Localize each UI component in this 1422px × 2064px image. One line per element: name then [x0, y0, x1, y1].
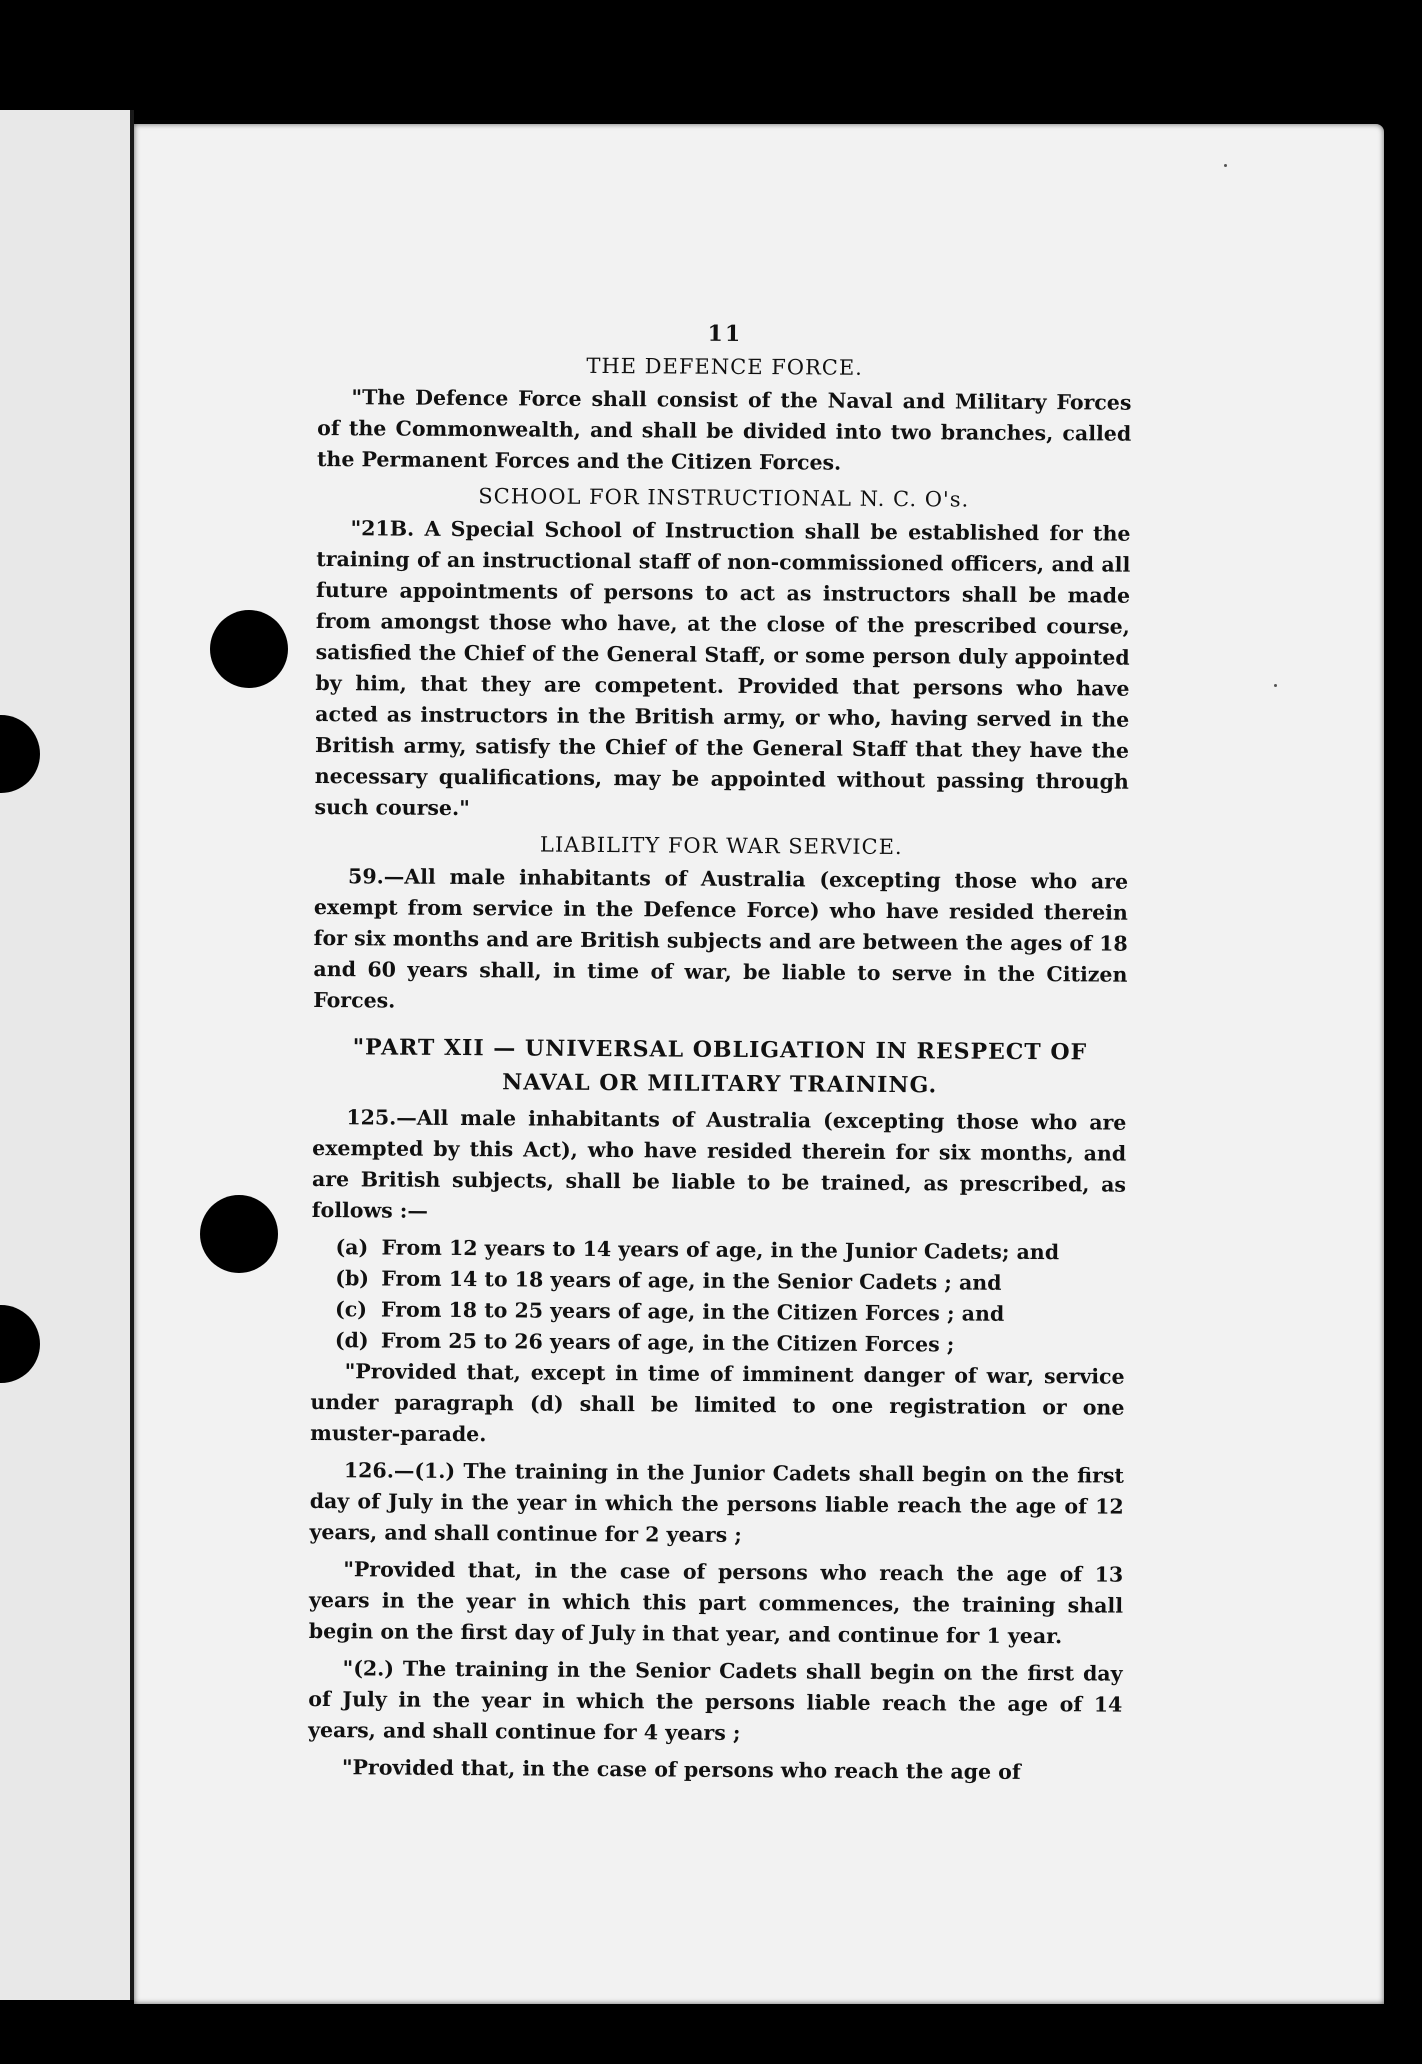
- page-content: [308, 318, 1132, 1795]
- paragraph-section-126-2: "(2.) The training in the Senior Cadets shall begin on the first day of July in the year in which the persons liable reach the age of 14 years, and shall continue for 4 years ;: [308, 1656, 1123, 1745]
- heading-part-xii: [313, 1030, 1127, 1104]
- heading-liability-war-service: LIABILITY FOR WAR SERVICE.: [539, 832, 903, 860]
- list-item-text: From 25 to 26 years of age, in the Citizen Forces ;: [380, 1328, 955, 1357]
- binder-hole: [200, 1195, 278, 1273]
- paragraph-section-59: 59.—All male inhabitants of Australia (excepting those who are exempt from service in the Defence Force) who have resided therein for six months and are British subjects and are between the ages of 18 and 60 years shall, in time of war, be liable to serve in the Citizen Forces.: [313, 864, 1129, 1013]
- paragraph-section-126-2-proviso: "Provided that, in the case of persons who reach the age of: [341, 1755, 1021, 1784]
- heading-school-instruction: SCHOOL FOR INSTRUCTIONAL N. C. O's.: [478, 484, 970, 512]
- list-item-text: From 12 years to 14 years of age, in the Junior Cadets; and: [381, 1235, 1060, 1265]
- list-item-text: From 14 to 18 years of age, in the Senior Cadets ; and: [381, 1266, 1002, 1295]
- page-number: 11: [707, 320, 743, 347]
- facing-page-edge: [0, 110, 134, 2000]
- paragraph-section-125: 125.—All male inhabitants of Australia (excepting those who are exempted by this Act), who have resided therein for six months, and are British subjects, shall be liable to be trained, as prescribed, as follows :—: [311, 1105, 1127, 1223]
- list-marker: (c): [334, 1297, 368, 1322]
- paper-speck: [1274, 684, 1277, 687]
- heading-part-xii-line2: NAVAL OR MILITARY TRAINING.: [502, 1069, 938, 1099]
- heading-defence-force: THE DEFENCE FORCE.: [586, 353, 863, 380]
- paragraph-section-125-proviso: "Provided that, except in time of imminent danger of war, service under paragraph (d) shall be limited to one registration or one muster-parade.: [310, 1359, 1125, 1447]
- binder-hole: [0, 1305, 40, 1383]
- paper-speck: [1224, 164, 1227, 167]
- list-marker: (b): [335, 1266, 370, 1291]
- list-item-text: From 18 to 25 years of age, in the Citizen Forces ; and: [380, 1297, 1005, 1326]
- paragraph-defence-force: "The Defence Force shall consist of the Naval and Military Forces of the Commonwealth, and shall be divided into two branches, called the Permanent Forces and the Citizen Forces.: [316, 385, 1132, 475]
- paragraph-section-126-1-proviso: "Provided that, in the case of persons who reach the age of 13 years in the year in which this part commences, the training shall begin on the first day of July in that year, and continue for 1 year.: [308, 1557, 1124, 1649]
- binder-hole: [210, 610, 288, 688]
- paragraph-section-126-1: 126.—(1.) The training in the Junior Cadets shall begin on the first day of July in the year in which the persons liable reach the age of 12 years, and shall continue for 2 years ;: [309, 1458, 1125, 1547]
- binder-hole: [0, 715, 40, 793]
- list-marker: (a): [335, 1235, 369, 1260]
- paragraph-section-21b: "21B. A Special School of Instruction shall be established for the training of an instructional staff of non-commissioned officers, and all future appointments of persons to act as instructors shall be made from amongst those who have, at the close of the prescribed course, satisfied the Chief of the General Staff, or some person duly appointed by him, that they are competent. Provided that persons who have acted as instructors in the British army, or who, having served in the British army, satisfy the Chief of the General Staff that they have the necessary qualifications, may be appointed without passing through such course.": [314, 516, 1131, 821]
- list-marker: (d): [334, 1328, 369, 1353]
- heading-part-xii-line1: "PART XII — UNIVERSAL OBLIGATION IN RESPECT OF: [352, 1034, 1088, 1066]
